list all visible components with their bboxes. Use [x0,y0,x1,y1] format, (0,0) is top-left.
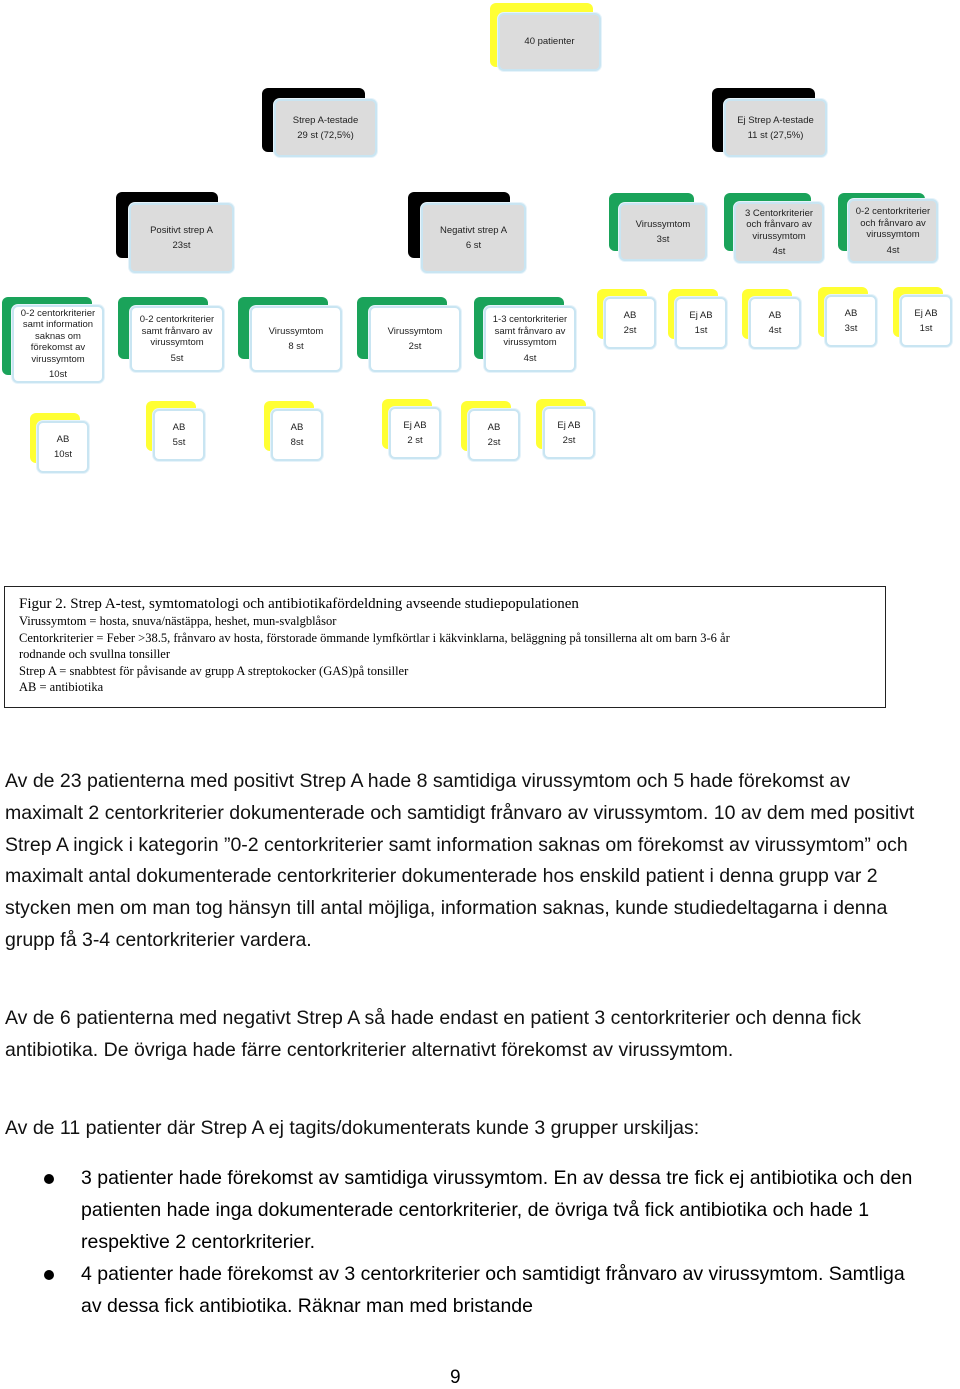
node-count: 4st [772,246,786,257]
node-text: 3 Centorkriterier och frånvaro av virussymtom [744,207,814,242]
caption-line: Strep A = snabbtest för påvisande av grupp A streptokocker (GAS)på tonsiller [19,663,409,678]
node-count: 5st [172,437,186,448]
node-text: 1-3 centorkriterier samt frånvaro av virussymtom [492,314,568,348]
node-count: 2 st [407,435,423,446]
node-box [389,407,441,459]
node-text: AB [172,421,186,433]
node-box [129,203,234,273]
node-text: 0-2 centorkriterier samt frånvaro av virussymtom [139,314,215,348]
node-box [825,295,877,347]
list-item-text: 4 patienter hade förekomst av 3 centorkriterier och samtidigt frånvaro av virussymtom. Samtliga av dessa fick antibiotika. Räknar man med bristande [81,1263,905,1318]
node-text: Ej Strep A-testade [737,114,814,126]
node-count: 8st [290,437,304,448]
node-count: 4st [886,244,900,256]
node-ab-2 [461,401,523,463]
node-text: Ej AB [557,419,581,431]
node-text: Negativt strep A [439,224,508,236]
bullet-list [0,1163,930,1324]
node-text: Ej AB [689,309,713,321]
node-box [421,203,526,273]
node-count: 29 st (72,5%) [297,130,354,141]
node-box [468,409,520,461]
node-virus [609,193,709,263]
node-count: 10st [54,449,72,460]
node-count: 10st [49,369,67,380]
node-box [12,305,104,383]
node-text: Positivt strep A [150,224,213,236]
node-box [153,409,205,461]
node-count: 2st [487,437,501,448]
node-virus-ej-ab [668,289,730,351]
node-not-tested [712,88,827,160]
node-zero-two-ab [818,287,880,349]
node-box [484,306,576,372]
node-box [543,407,595,459]
node-count: 4st [768,325,782,336]
node-box [604,297,656,349]
node-box [724,99,827,157]
node-text: AB [768,309,782,321]
node-box [619,203,707,261]
figure-caption [4,586,886,708]
node-virus-ab [597,289,659,351]
node-text: Ej AB [403,419,427,431]
node-text: AB [623,309,637,321]
bullet-icon [44,1270,54,1280]
node-pos-no-virus [118,297,226,375]
node-box [37,421,89,473]
node-count: 11 st (27,5%) [747,130,804,141]
node-text: Virussymtom [387,325,443,337]
node-text: AB [290,421,304,433]
node-pos-virus [238,297,344,375]
node-pos-info-missing [2,297,106,385]
list-item-text: 3 patienter hade förekomst av samtidiga virussymtom. En av dessa tre fick ej antibiotika och den patienten hade inga dokumenterade centorkriterier, de övriga två fick antibiotika och hade 1 respektive 2 centorkriterier. [81,1167,913,1253]
node-neg-one-three [474,297,578,375]
node-count: 2st [408,341,422,352]
node-count: 1st [919,323,933,334]
node-ej-ab-2b [536,399,598,461]
node-three-centor [724,193,826,265]
node-strep-tested [262,88,377,160]
node-count: 3st [656,234,670,245]
node-ab-8 [264,401,326,463]
node-count: 6 st [465,240,482,251]
node-neg-virus [357,297,463,375]
node-count: 1st [694,325,708,336]
list-item [0,1259,930,1323]
node-text: 40 patienter [524,36,575,48]
node-box [274,99,377,157]
node-box [749,297,801,349]
caption-line: Virussymtom = hosta, snuva/nästäppa, heshet, mun-svalgblåsor [19,614,337,628]
node-box [734,202,824,263]
node-text: AB [487,421,501,433]
node-ab-5 [146,401,208,463]
node-count: 8 st [288,341,304,352]
caption-line: AB = antibiotika [19,680,104,694]
node-count: 3st [844,323,858,334]
page-number: 9 [450,1367,461,1388]
caption-title: Figur 2. Strep A-test, symtomatologi och antibiotikafördeldning avseende studiepopulationen [19,596,579,612]
node-negative [408,192,528,274]
paragraph-not-tested: Av de 11 patienter där Strep A ej tagits/dokumenterats kunde 3 grupper urskiljas: [5,1117,700,1139]
node-box [271,409,323,461]
paragraph-negative: Av de 6 patienterna med negativt Strep A så hade endast en patient 3 centorkriterier och denna fick antibiotika. De övriga hade färre centorkriterier alternativt förekomst av virussymtom. [5,1007,862,1061]
bullet-icon [44,1174,54,1184]
node-box [250,306,342,372]
node-box [900,295,952,347]
node-three-centor-ab [742,289,804,351]
node-positive [116,192,236,274]
node-text: 0-2 centorkriterier samt information saknas om förekomst av virussymtom [20,307,96,365]
node-text: 0-2 centorkriterier och frånvaro av virussymtom [855,206,931,240]
node-count: 2st [562,435,576,446]
node-count: 4st [523,352,537,364]
node-text: AB [56,433,70,445]
node-count: 5st [170,352,184,364]
node-box [675,297,727,349]
node-text: Virussymtom [635,218,691,230]
node-box [848,199,938,263]
caption-line: Centorkriterier = Feber >38.5, frånvaro av hosta, förstorade ömmande lymfkörtlar i käkvinklarna, beläggning på tonsillerna alt om barn 3-6 år [19,630,730,645]
node-count: 23st [172,240,191,251]
paragraph-positive: Av de 23 patienterna med positivt Strep A hade 8 samtidiga virussymtom och 5 hade förekomst av maximalt 2 centorkriterier dokumenterade och samtidigt frånvaro av virussymtom. 10 av dem med positivt Strep A ingick i kategorin ”0-2 centorkriterier samt information saknas om förekomst av virussymtom” och maximalt antal dokumenterade centorkriterier dokumenterade hos enskild patient i denna grupp var 2 stycken men om man tog hänsyn till antal möjliga, information saknas, kunde studiedeltagarna i denna grupp få 3-4 centorkriterier vardera. [5,770,915,951]
node-zero-two-centor [838,193,940,265]
node-text: AB [844,307,858,319]
node-text: Ej AB [914,307,938,319]
node-box [369,306,461,372]
node-box [130,306,224,372]
list-item [0,1163,930,1258]
node-root [490,3,602,78]
caption-line: rodnande och svullna tonsiller [19,647,171,661]
node-ab-10 [30,413,92,475]
node-ej-ab-2 [382,399,444,461]
node-root-box [498,13,601,71]
node-zero-two-ej-ab [893,287,955,349]
node-text: Strep A-testade [292,114,359,126]
node-text: Virussymtom [268,325,324,337]
node-count: 2st [623,325,637,336]
